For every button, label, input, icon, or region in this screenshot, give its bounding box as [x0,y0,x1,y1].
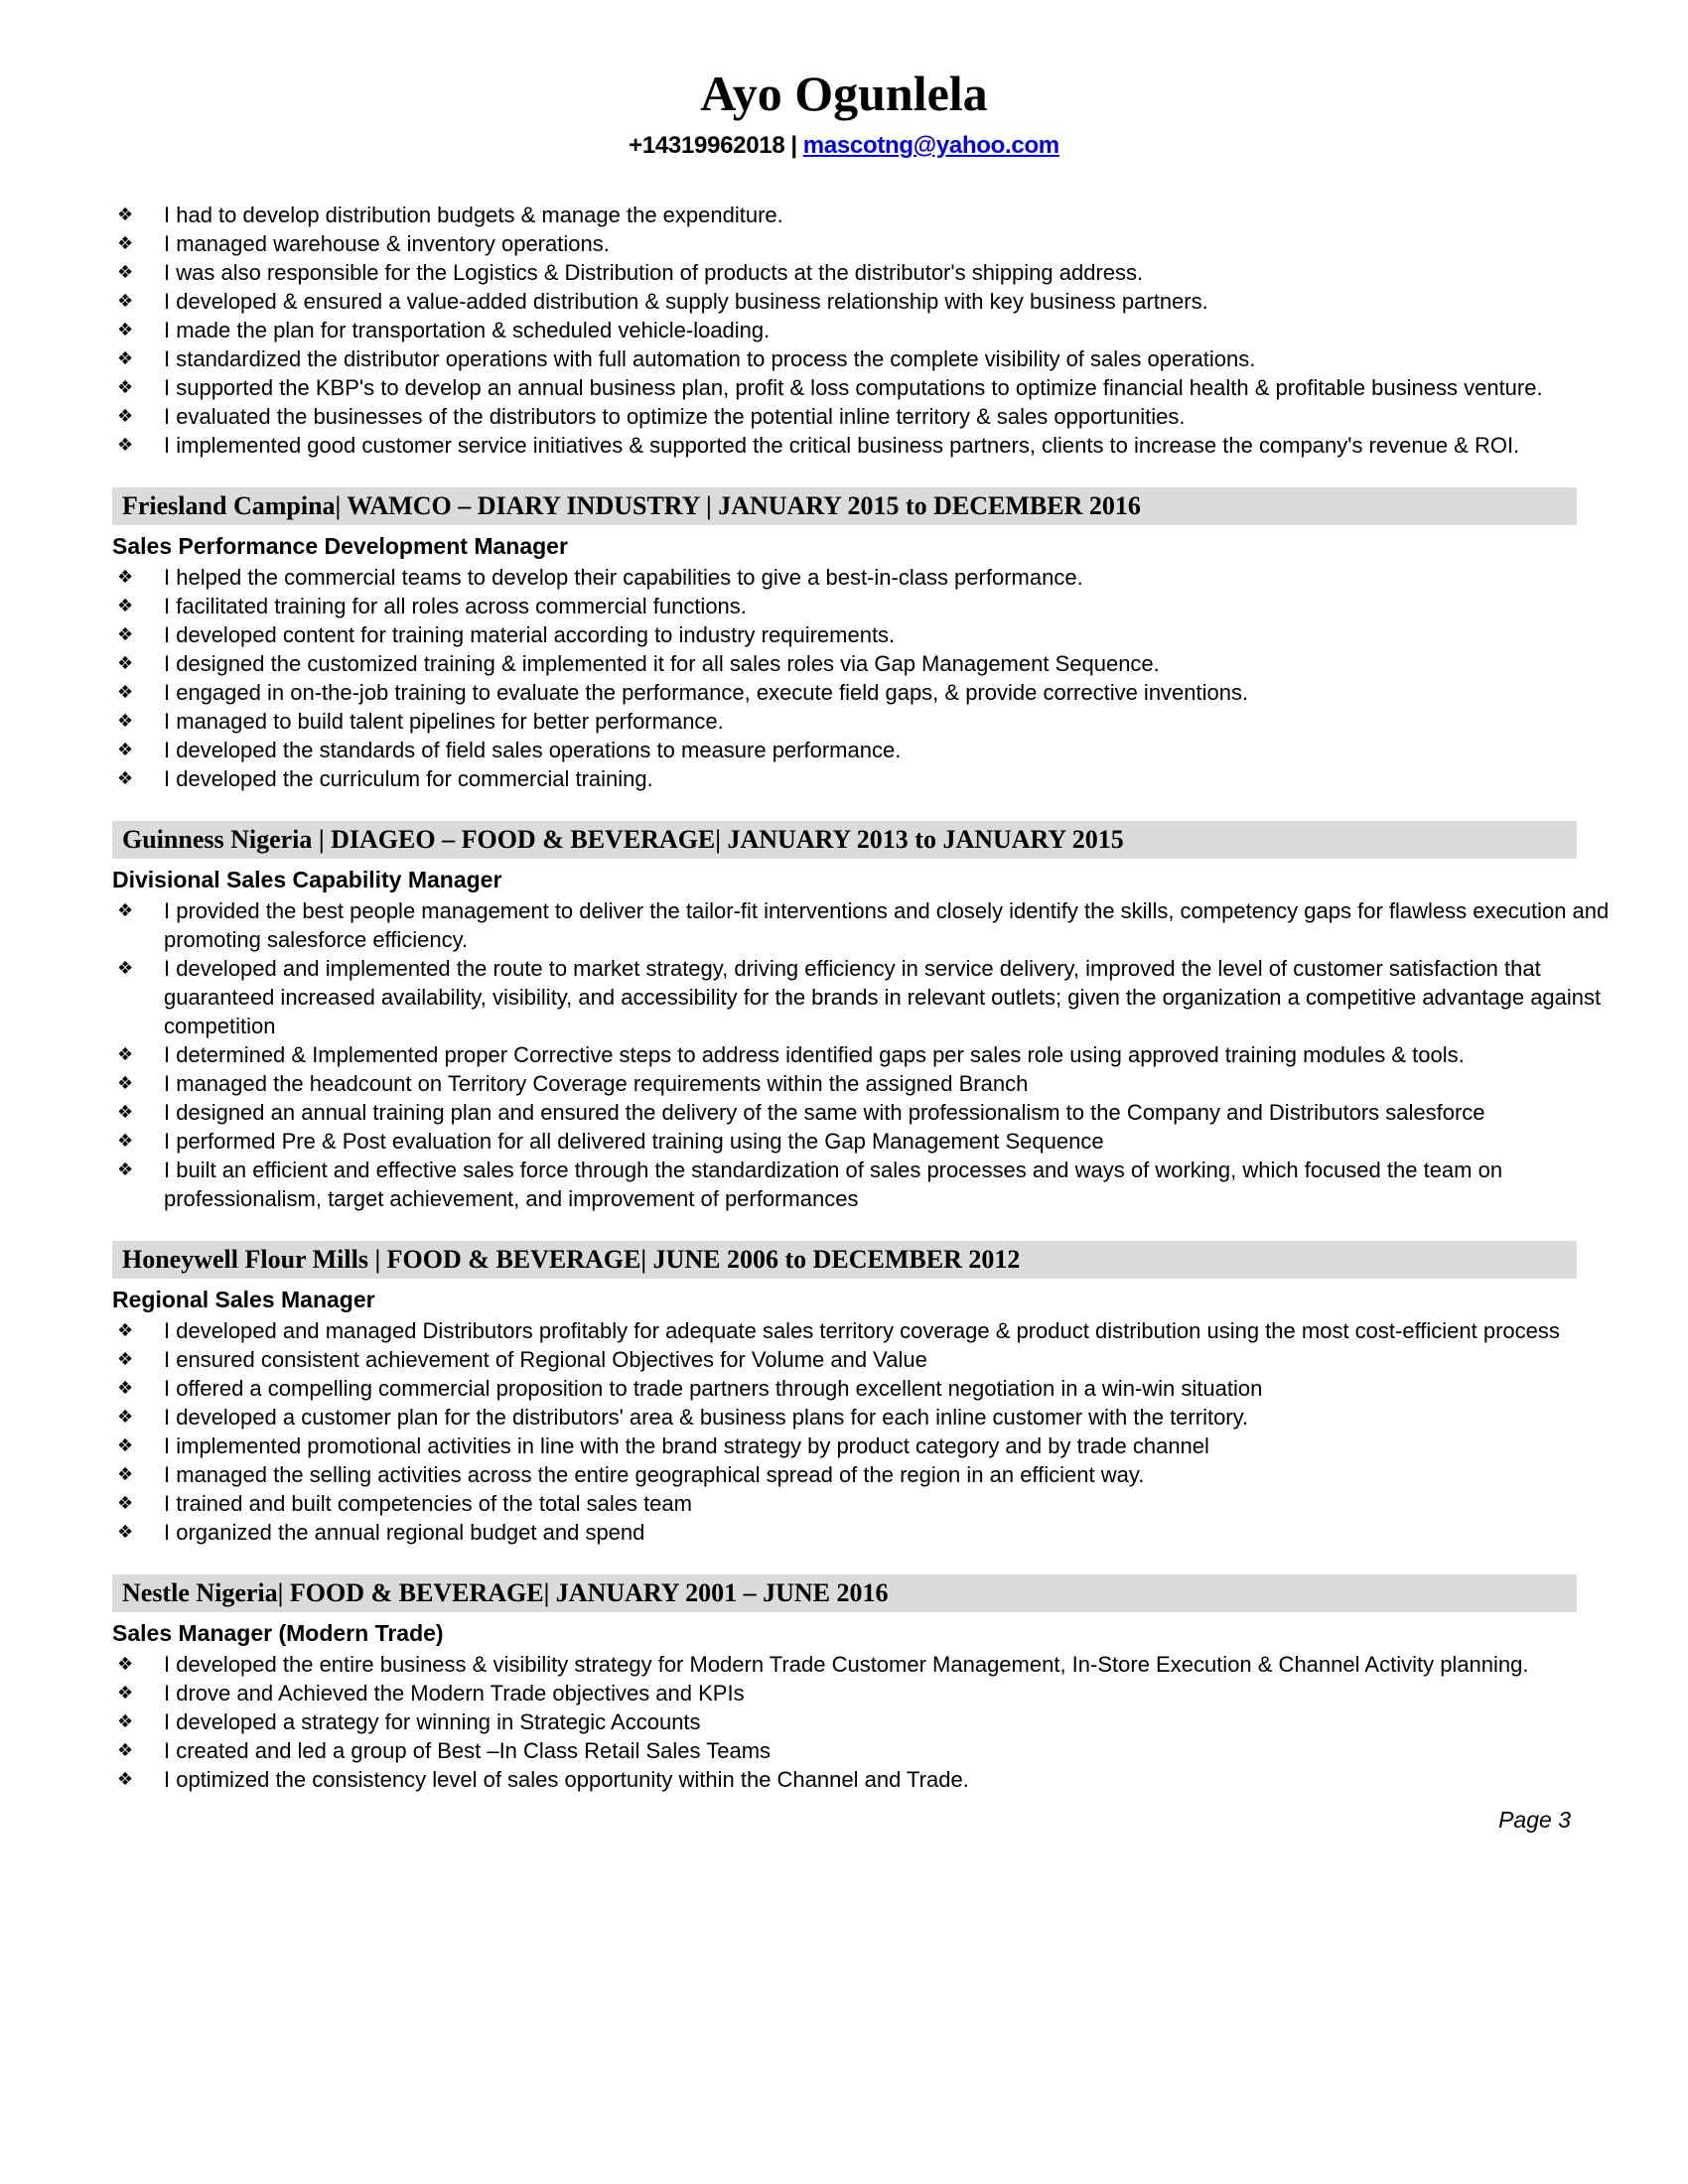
bullet-diamond-icon: ❖ [117,740,134,760]
section-heading: Honeywell Flour Mills | FOOD & BEVERAGE| JUNE 2006 to DECEMBER 2012 [122,1245,1021,1274]
bullet-diamond-icon: ❖ [117,320,134,341]
bullet-diamond-icon: ❖ [117,1349,134,1370]
bullet-diamond-icon: ❖ [117,1493,134,1514]
bullet-text: I designed an annual training plan and ensured the delivery of the same with professionalism to the Company and Distributors salesforce [164,1100,1485,1125]
bullet-text: I developed a customer plan for the distributors' area & business plans for each inline customer with the territory. [164,1405,1249,1430]
bullet-item [112,563,1628,592]
bullet-item [112,344,1628,373]
section-heading-band [112,821,1577,859]
bullet-diamond-icon: ❖ [117,1683,134,1704]
bullet-diamond-icon: ❖ [117,1464,134,1485]
bullet-item [112,1374,1628,1403]
section-heading-band [112,1574,1577,1612]
bullet-item [112,1156,1628,1213]
bullet-text: I implemented good customer service initiatives & supported the critical business partners, clients to increase the company's revenue & ROI. [164,433,1520,458]
job-section [112,1241,1628,1547]
bullet-item [112,1069,1628,1098]
bullet-diamond-icon: ❖ [117,377,134,398]
phone-number: +14319962018 [629,132,785,159]
job-section [112,487,1628,793]
bullet-item [112,764,1628,793]
page-number: Page 3 [1498,1807,1571,1833]
bullet-item [112,1765,1628,1794]
bullet-diamond-icon: ❖ [117,624,134,645]
bullet-text: I managed the headcount on Territory Coverage requirements within the assigned Branch [164,1071,1029,1096]
bullet-item [112,1345,1628,1374]
bullet-text: I managed warehouse & inventory operations. [164,231,610,256]
bullet-list [112,1650,1628,1794]
bullet-item [112,592,1628,620]
bullet-item [112,736,1628,764]
bullet-text: I made the plan for transportation & scheduled vehicle-loading. [164,318,771,342]
bullet-text: I developed and implemented the route to market strategy, driving efficiency in service delivery, improved the level of customer satisfaction that guaranteed increased availability, visibility, and accessibility for the brands in relevant outlets; given the organization a competitive advantage against competition [164,956,1602,1038]
bullet-text: I evaluated the businesses of the distributors to optimize the potential inline territory & sales opportunities. [164,404,1186,429]
bullet-diamond-icon: ❖ [117,1320,134,1341]
bullet-diamond-icon: ❖ [117,1073,134,1094]
bullet-item [112,954,1628,1040]
bullet-diamond-icon: ❖ [117,596,134,616]
bullet-diamond-icon: ❖ [117,291,134,312]
bullet-text: I performed Pre & Post evaluation for all delivered training using the Gap Management Sequence [164,1129,1104,1154]
bullet-item [112,1707,1628,1736]
bullet-item [112,1040,1628,1069]
bullet-item [112,1650,1628,1679]
bullet-text: I had to develop distribution budgets & manage the expenditure. [164,203,783,227]
bullet-item [112,649,1628,678]
page-title: Ayo Ogunlela [700,66,988,121]
bullet-diamond-icon: ❖ [117,768,134,789]
bullet-text: I drove and Achieved the Modern Trade objectives and KPIs [164,1681,745,1706]
bullet-item [112,1489,1628,1518]
bullet-text: I determined & Implemented proper Corrective steps to address identified gaps per sales role using approved training modules & tools. [164,1042,1465,1067]
bullet-text: I developed the standards of field sales operations to measure performance. [164,738,902,762]
bullet-item [112,1127,1628,1156]
bullet-item [112,316,1628,344]
bullet-item [112,1403,1628,1432]
bullet-diamond-icon: ❖ [117,958,134,979]
contact-line [0,131,1688,161]
role-title: Regional Sales Manager [112,1287,375,1312]
bullet-list [112,1316,1628,1547]
bullet-diamond-icon: ❖ [117,1102,134,1123]
role-title: Sales Performance Development Manager [112,533,568,559]
bullet-diamond-icon: ❖ [117,1522,134,1543]
bullet-diamond-icon: ❖ [117,1378,134,1399]
resume-body [112,201,1628,1794]
bullet-text: I developed the curriculum for commercial training. [164,766,653,791]
bullet-item [112,229,1628,258]
bullet-diamond-icon: ❖ [117,653,134,674]
bullet-diamond-icon: ❖ [117,1044,134,1065]
bullet-diamond-icon: ❖ [117,1131,134,1152]
section-heading: Guinness Nigeria | DIAGEO – FOOD & BEVERAGE| JANUARY 2013 to JANUARY 2015 [122,825,1124,854]
bullet-item [112,1736,1628,1765]
bullet-item [112,620,1628,649]
bullet-item [112,373,1628,402]
bullet-text: I standardized the distributor operations with full automation to process the complete visibility of sales operations. [164,346,1256,371]
bullet-list [112,896,1628,1213]
bullet-item [112,402,1628,431]
bullet-diamond-icon: ❖ [117,1711,134,1732]
bullet-text: I organized the annual regional budget and spend [164,1520,645,1545]
bullet-diamond-icon: ❖ [117,205,134,225]
bullet-text: I trained and built competencies of the total sales team [164,1491,692,1516]
bullet-text: I engaged in on-the-job training to evaluate the performance, execute field gaps, & provide corrective inventions. [164,680,1249,705]
bullet-item [112,896,1628,954]
bullet-text: I built an efficient and effective sales force through the standardization of sales processes and ways of working, which focused the team on professionalism, target achievement, and improvement of performances [164,1158,1503,1211]
bullet-text: I developed content for training material according to industry requirements. [164,622,896,647]
bullet-item [112,287,1628,316]
bullet-diamond-icon: ❖ [117,682,134,703]
bullet-text: I managed to build talent pipelines for better performance. [164,709,724,734]
section-heading-band [112,1241,1577,1279]
bullet-diamond-icon: ❖ [117,1160,134,1180]
bullet-text: I developed and managed Distributors profitably for adequate sales territory coverage & product distribution using the most cost-efficient process [164,1318,1560,1343]
bullet-item [112,258,1628,287]
job-section [112,201,1628,460]
bullet-diamond-icon: ❖ [117,1740,134,1761]
bullet-list [112,563,1628,793]
bullet-text: I facilitated training for all roles across commercial functions. [164,594,747,618]
bullet-text: I developed a strategy for winning in Strategic Accounts [164,1709,701,1734]
role-title: Sales Manager (Modern Trade) [112,1620,444,1646]
bullet-diamond-icon: ❖ [117,406,134,427]
job-section [112,821,1628,1213]
contact-separator: | [790,132,797,159]
bullet-item [112,1316,1628,1345]
bullet-diamond-icon: ❖ [117,711,134,732]
bullet-text: I ensured consistent achievement of Regional Objectives for Volume and Value [164,1347,927,1372]
bullet-item [112,1460,1628,1489]
bullet-diamond-icon: ❖ [117,1654,134,1675]
bullet-text: I developed & ensured a value-added distribution & supply business relationship with key business partners. [164,289,1208,314]
bullet-diamond-icon: ❖ [117,348,134,369]
bullet-diamond-icon: ❖ [117,1769,134,1790]
role-title: Divisional Sales Capability Manager [112,867,502,892]
section-heading: Nestle Nigeria| FOOD & BEVERAGE| JANUARY 2001 – JUNE 2016 [122,1578,889,1607]
section-heading: Friesland Campina| WAMCO – DIARY INDUSTRY | JANUARY 2015 to DECEMBER 2016 [122,491,1141,520]
bullet-text: I offered a compelling commercial proposition to trade partners through excellent negotiation in a win-win situation [164,1376,1263,1401]
page-footer [112,1806,1628,1834]
bullet-item [112,1432,1628,1460]
bullet-diamond-icon: ❖ [117,233,134,254]
bullet-text: I managed the selling activities across the entire geographical spread of the region in an efficient way. [164,1462,1145,1487]
bullet-item [112,707,1628,736]
bullet-text: I provided the best people management to deliver the tailor-fit interventions and closely identify the skills, competency gaps for flawless execution and promoting salesforce efficiency. [164,898,1610,952]
bullet-text: I was also responsible for the Logistics & Distribution of products at the distributor's shipping address. [164,260,1144,285]
bullet-item [112,678,1628,707]
bullet-diamond-icon: ❖ [117,1407,134,1428]
bullet-text: I designed the customized training & implemented it for all sales roles via Gap Management Sequence. [164,651,1160,676]
bullet-text: I created and led a group of Best –In Class Retail Sales Teams [164,1738,772,1763]
section-heading-band [112,487,1577,525]
bullet-diamond-icon: ❖ [117,435,134,456]
bullet-item [112,201,1628,229]
bullet-item [112,1518,1628,1547]
bullet-text: I helped the commercial teams to develop their capabilities to give a best-in-class performance. [164,565,1083,590]
bullet-text: I supported the KBP's to develop an annual business plan, profit & loss computations to optimize financial health & profitable business venture. [164,375,1543,400]
bullet-diamond-icon: ❖ [117,900,134,921]
bullet-text: I optimized the consistency level of sales opportunity within the Channel and Trade. [164,1767,969,1792]
bullet-diamond-icon: ❖ [117,567,134,588]
bullet-item [112,1679,1628,1707]
bullet-list [112,201,1628,460]
bullet-item [112,431,1628,460]
email-link[interactable]: mascotng@yahoo.com [802,132,1059,159]
bullet-diamond-icon: ❖ [117,1435,134,1456]
bullet-item [112,1098,1628,1127]
bullet-diamond-icon: ❖ [117,262,134,283]
job-section [112,1574,1628,1794]
bullet-text: I developed the entire business & visibility strategy for Modern Trade Customer Management, In-Store Execution & Channel Activity planning. [164,1652,1529,1677]
bullet-text: I implemented promotional activities in line with the brand strategy by product category and by trade channel [164,1433,1209,1458]
